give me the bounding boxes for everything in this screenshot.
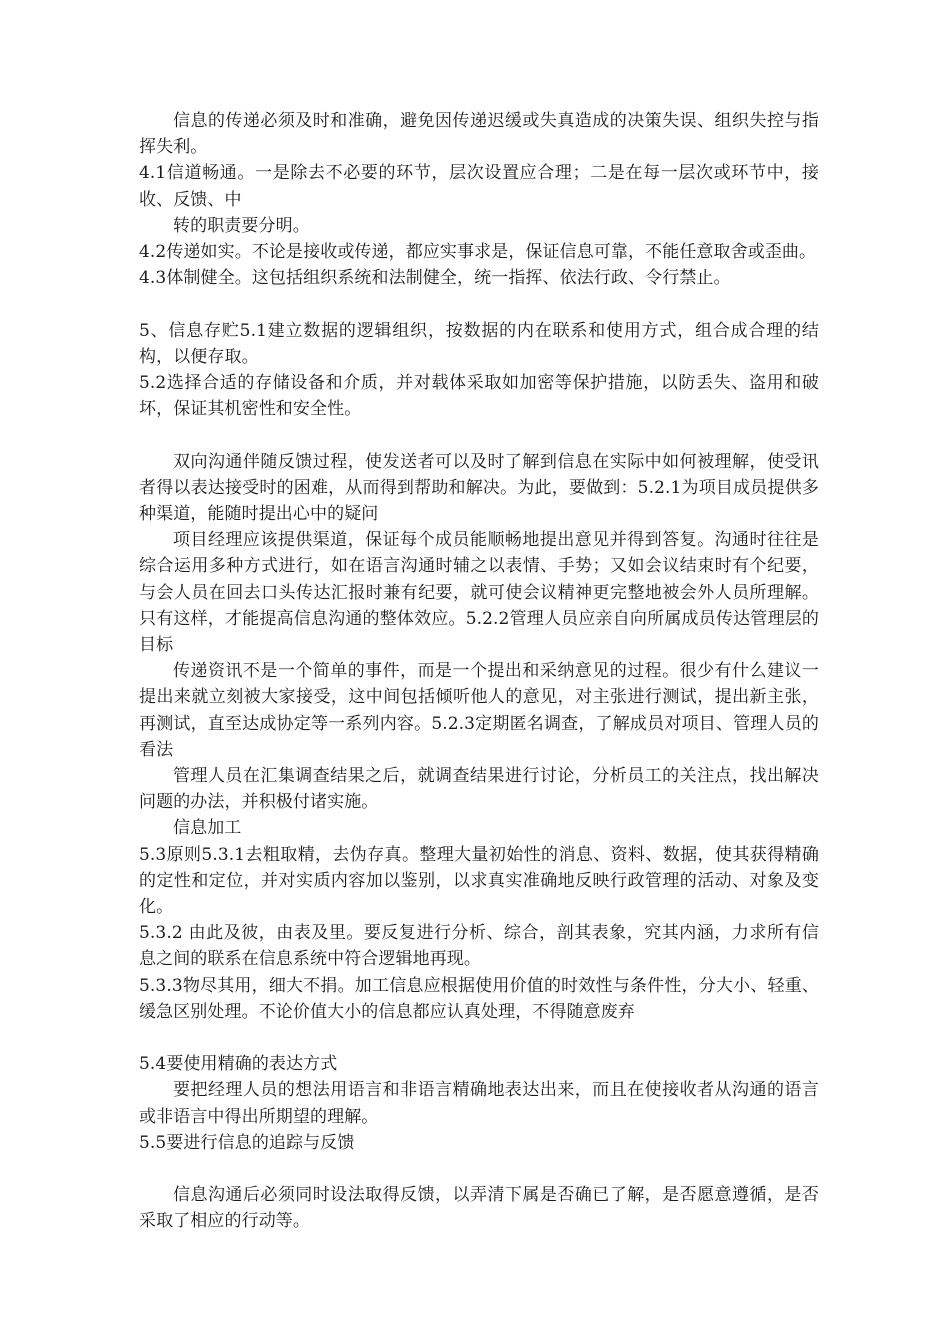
paragraph: 双向沟通伴随反馈过程，使发送者可以及时了解到信息在实际中如何被理解，使受讯者得以表达接受时的困难，从而得到帮助和解决。为此，要做到：5.2.1为项目成员提供多种渠道，能随时提出心中的疑问: [139, 451, 819, 525]
paragraph: 4.3体制健全。这包括组织系统和法制健全，统一指挥、依法行政、令行禁止。: [139, 268, 731, 289]
paragraph: [139, 1156, 819, 1182]
paragraph: 要把经理人员的想法用语言和非语言精确地表达出来，而且在使接收者从沟通的语言或非语言中得出所期望的理解。: [139, 1080, 819, 1127]
paragraph: 5、信息存贮5.1建立数据的逻辑组织，按数据的内在联系和使用方式，组合成合理的结构，以便存取。: [139, 320, 819, 367]
paragraph: 管理人员在汇集调查结果之后，就调查结果进行讨论，分析员工的关注点，找出解决问题的办法，并积极付诸实施。: [139, 766, 819, 813]
section-heading: 5.5要进行信息的追踪与反馈: [139, 1132, 355, 1153]
paragraph: 5.2选择合适的存储设备和介质，并对载体采取如加密等保护措施，以防丢失、盗用和破坏，保证其机密性和安全性。: [139, 373, 819, 420]
paragraph: 5.3.3物尽其用，细大不捐。加工信息应根据使用价值的时效性与条件性，分大小、轻重、缓急区别处理。不论价值大小的信息都应认真处理，不得随意废弃: [139, 975, 819, 1022]
paragraph: 信息沟通后必须同时设法取得反馈，以弄清下属是否确已了解，是否愿意遵循，是否采取了相应的行动等。: [139, 1185, 819, 1232]
paragraph: 4.2传递如实。不论是接收或传递，都应实事求是，保证信息可靠，不能任意取舍或歪曲。: [139, 242, 817, 263]
paragraph: 信息的传递必须及时和准确，避免因传递迟缓或失真造成的决策失误、组织失控与指挥失利。: [139, 111, 819, 158]
section-heading: 信息加工: [173, 818, 242, 839]
paragraph: [139, 422, 819, 448]
paragraph: 4.1信道畅通。一是除去不必要的环节，层次设置应合理；二是在每一层次或环节中，接收、反馈、中: [139, 163, 819, 210]
paragraph: 5.3原则5.3.1去粗取精，去伪存真。整理大量初始性的消息、资料、数据，使其获得精确的定性和定位，并对实质内容加以鉴别，以求真实准确地反映行政管理的活动、对象及变化。: [139, 844, 819, 918]
section-heading: 5.4要使用精确的表达方式: [139, 1054, 338, 1075]
paragraph: 5.3.2 由此及彼，由表及里。要反复进行分析、综合，剖其表象，究其内涵，力求所有信息之间的联系在信息系统中符合逻辑地再现。: [139, 923, 819, 970]
paragraph: 转的职责要分明。: [173, 215, 310, 236]
document-body: [139, 108, 819, 1235]
paragraph: [139, 1025, 819, 1051]
paragraph: 传递资讯不是一个简单的事件，而是一个提出和采纳意见的过程。很少有什么建议一提出来就立刻被大家接受，这中间包括倾听他人的意见，对主张进行测试，提出新主张，再测试，直至达成协定等一系列内容。5.2.3定期匿名调查，了解成员对项目、管理人员的看法: [139, 661, 819, 760]
paragraph: [139, 291, 819, 317]
paragraph: 项目经理应该提供渠道，保证每个成员能顺畅地提出意见并得到答复。沟通时往往是综合运用多种方式进行，如在语言沟通时辅之以表情、手势；又如会议结束时有个纪要，与会人员在回去口头传达汇报时兼有纪要，就可使会议精神更完整地被会外人员所理解。只有这样，才能提高信息沟通的整体效应。5.2.2管理人员应亲自向所属成员传达管理层的目标: [139, 530, 819, 656]
